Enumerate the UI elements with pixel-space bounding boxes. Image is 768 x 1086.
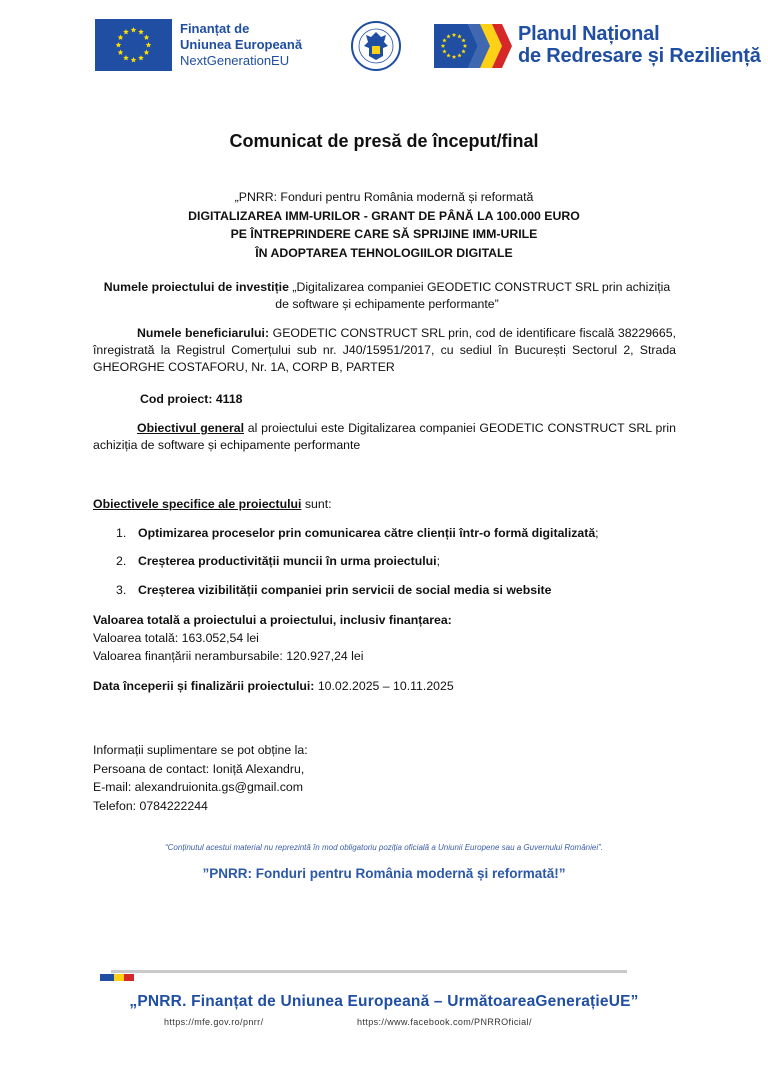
beneficiary-label: Numele beneficiarului: xyxy=(137,326,270,340)
project-name-section xyxy=(93,279,681,313)
list-item xyxy=(116,582,551,599)
beneficiary-section xyxy=(93,325,676,376)
specific-objectives-label: Obiectivele specifice ale proiectului xyxy=(93,497,302,511)
subtitle-line-3: PE ÎNTREPRINDERE CARE SĂ SPRIJINE IMM-URILE xyxy=(230,227,538,241)
coat-of-arms-icon xyxy=(350,20,402,72)
list-item-text: Creșterea vizibilității companiei prin servicii de social media si website xyxy=(138,583,552,597)
specific-objectives-suffix: sunt: xyxy=(301,497,332,511)
project-name-line-1: „Digitalizarea companiei GEODETIC CONSTRUCT SRL prin achiziția xyxy=(288,280,671,294)
contact-phone: Telefon: 0784222244 xyxy=(93,798,208,813)
beneficiary-text: GEODETIC CONSTRUCT SRL prin, cod de identificare fiscală 38229665, înregistrată la Registrul Comerțului sub nr. J40/15951/2017, cu sediul în București Sectorul 2, Strada GHEORGHE COSTAFORU, Nr. 1A, CORP B, PARTER xyxy=(93,326,676,374)
pnrr-line-2: de Redresare și Reziliență xyxy=(518,45,761,67)
footer-link-mfe[interactable]: https://mfe.gov.ro/pnrr/ xyxy=(164,1017,264,1027)
contact-person: Persoana de contact: Ioniță Alexandru, xyxy=(93,761,305,776)
disclaimer-text: “Conținutul acestui material nu reprezintă în mod obligatoriu poziția oficială a Uniunii Europene sau a Guvernului României”. xyxy=(164,843,603,852)
list-item-number: 3. xyxy=(116,583,127,597)
dates-label: Data începerii și finalizării proiectului: xyxy=(93,679,315,693)
list-item-text: Optimizarea proceselor prin comunicarea către clienții într-o formă digitalizată xyxy=(138,526,596,540)
subtitle-line-2: DIGITALIZAREA IMM-URILOR - GRANT DE PÂNĂ LA 100.000 EURO xyxy=(188,208,580,223)
footer-slogan: „PNRR. Finanțat de Uniunea Europeană – UrmătoareaGenerațieUE” xyxy=(129,993,639,1010)
total-value: Valoarea totală: 163.052,54 lei xyxy=(93,631,259,645)
list-item xyxy=(116,525,599,542)
eu-funding-label xyxy=(180,21,302,69)
footer-flag-icon xyxy=(100,968,134,975)
program-subtitle xyxy=(130,188,638,262)
contact-intro: Informații suplimentare se pot obține la: xyxy=(93,743,308,757)
subtitle-line-4: ÎN ADOPTAREA TEHNOLOGIILOR DIGITALE xyxy=(255,245,513,260)
contact-email: E-mail: alexandruionita.gs@gmail.com xyxy=(93,780,304,794)
project-code: Cod proiect: 4118 xyxy=(140,392,243,406)
government-seal-logo xyxy=(350,20,402,72)
project-name-label: Numele proiectului de investiție xyxy=(103,280,289,294)
slogan-text: ”PNRR: Fonduri pentru România modernă și reformată!” xyxy=(202,866,566,881)
list-item-number: 2. xyxy=(116,554,127,568)
dates-value: 10.02.2025 – 10.11.2025 xyxy=(314,679,454,693)
project-value-section xyxy=(93,611,452,665)
eu-line-1: Finanțat de xyxy=(180,21,250,36)
pnrr-line-1: Planul Național xyxy=(518,23,660,45)
footer-divider xyxy=(111,970,627,973)
value-heading: Valoarea totală a proiectului a proiectului, inclusiv finanțarea: xyxy=(93,613,452,627)
pnrr-flag-logo xyxy=(434,24,512,68)
footer-link-facebook[interactable]: https://www.facebook.com/PNRROficial/ xyxy=(357,1017,532,1027)
general-objective-text: al proiectului este Digitalizarea companiei GEODETIC CONSTRUCT SRL prin achiziția de software și echipamente performante xyxy=(93,421,676,452)
page-title: Comunicat de presă de început/final xyxy=(229,131,539,151)
general-objective-section xyxy=(93,420,676,454)
eu-stars-icon xyxy=(95,19,172,71)
subtitle-line-1: „PNRR: Fonduri pentru România modernă și reformată xyxy=(234,190,534,204)
eu-line-3: NextGenerationEU xyxy=(180,53,290,68)
grant-value: Valoarea finanțării nerambursabile: 120.927,24 lei xyxy=(93,649,364,663)
project-name-line-2: de software și echipamente performante” xyxy=(275,297,499,311)
list-item-text: Creșterea productivității muncii în urma proiectului xyxy=(138,554,437,568)
list-item-number: 1. xyxy=(116,526,127,540)
project-dates xyxy=(93,678,454,695)
pnrr-title xyxy=(518,23,761,67)
eu-flag-logo xyxy=(95,19,172,71)
general-objective-label: Obiectivul general xyxy=(137,421,244,435)
specific-objectives-heading xyxy=(93,496,332,513)
list-item-suffix: ; xyxy=(595,526,599,540)
list-item-suffix: ; xyxy=(436,554,441,568)
list-item xyxy=(116,553,440,570)
contact-section xyxy=(93,741,308,815)
pnrr-flag-icon xyxy=(434,24,512,68)
eu-line-2: Uniunea Europeană xyxy=(180,37,303,52)
